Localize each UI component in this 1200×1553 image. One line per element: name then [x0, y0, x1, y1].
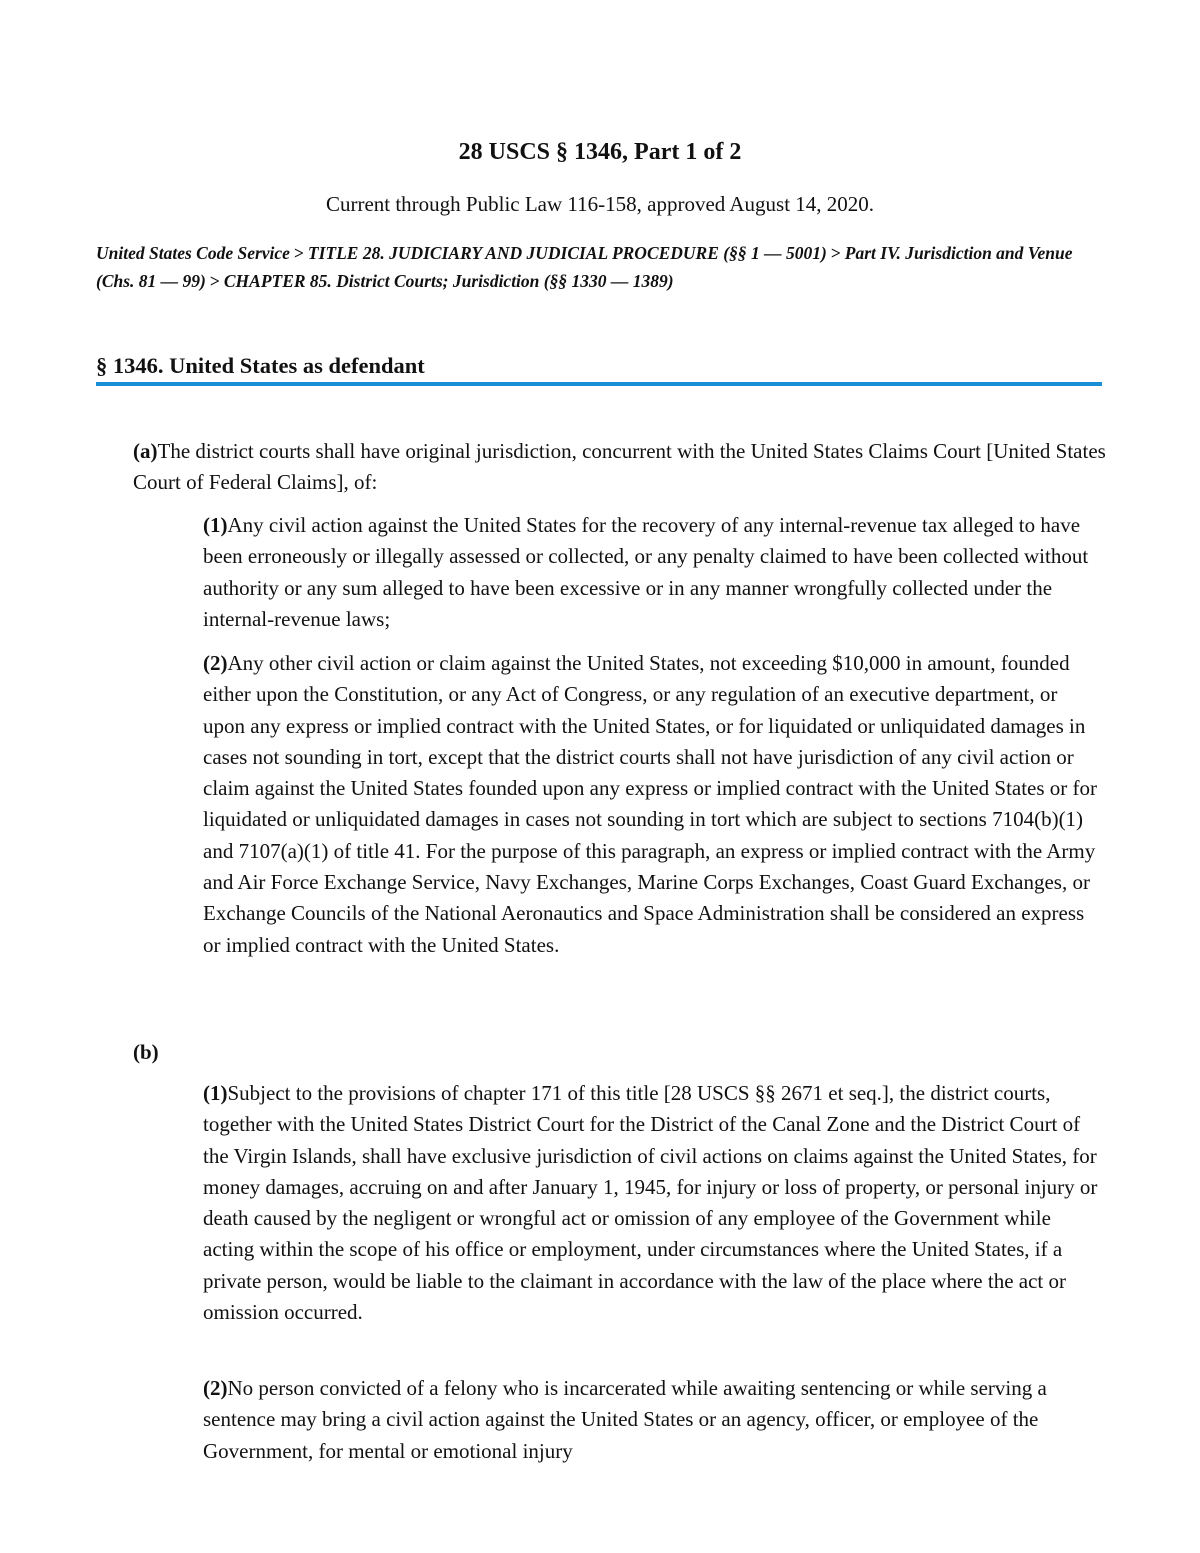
breadcrumb — [96, 239, 1106, 295]
breadcrumb-item-part[interactable]: Part IV. Jurisdiction and Venue (Chs. 81 — 99) — [96, 243, 1073, 291]
paragraph-text: No person convicted of a felony who is incarcerated while awaiting sentencing or while serving a sentence may bring a civil action against the United States or an agency, officer, or employee of the Government, for mental or emotional injury — [203, 1376, 1047, 1463]
breadcrumb-separator: > — [293, 243, 304, 263]
subsection-a — [133, 436, 1108, 499]
paragraph-marker: (1) — [203, 513, 228, 537]
subsection-b — [133, 1037, 1108, 1068]
breadcrumb-separator: > — [830, 243, 841, 263]
paragraph-marker: (2) — [203, 1376, 228, 1400]
paragraph-b-1 — [203, 1078, 1103, 1328]
section-heading: § 1346. United States as defendant — [96, 353, 425, 378]
subsection-text: The district courts shall have original jurisdiction, concurrent with the United States Claims Court [United States Court of Federal Claims], of: — [133, 439, 1106, 495]
breadcrumb-item-code-service[interactable]: United States Code Service — [96, 243, 290, 263]
paragraph-text: Any civil action against the United States for the recovery of any internal-revenue tax alleged to have been erroneously or illegally assessed or collected, or any penalty claimed to have been collected without authority or any sum alleged to have been excessive or in any manner wrongfully collected under the internal-revenue laws; — [203, 513, 1089, 631]
breadcrumb-item-chapter[interactable]: CHAPTER 85. District Courts; Jurisdiction (§§ 1330 — 1389) — [223, 271, 674, 291]
breadcrumb-item-title[interactable]: TITLE 28. JUDICIARY AND JUDICIAL PROCEDURE (§§ 1 — 5001) — [307, 243, 827, 263]
subsection-marker: (b) — [133, 1040, 159, 1064]
paragraph-a-1 — [203, 510, 1103, 635]
paragraph-text: Subject to the provisions of chapter 171 of this title [28 USCS §§ 2671 et seq.], the district courts, together with the United States District Court for the District of the Canal Zone and the District Court of the Virgin Islands, shall have exclusive jurisdiction of civil actions on claims against the United States, for money damages, accruing on and after January 1, 1945, for injury or loss of property, or personal injury or death caused by the negligent or wrongful act or omission of any employee of the Government while acting within the scope of his office or employment, under circumstances where the United States, if a private person, would be liable to the claimant in accordance with the law of the place where the act or omission occurred. — [203, 1081, 1098, 1325]
paragraph-a-2 — [203, 648, 1103, 961]
paragraph-marker: (1) — [203, 1081, 228, 1105]
currency-note: Current through Public Law 116-158, approved August 14, 2020. — [325, 192, 875, 216]
breadcrumb-separator: > — [209, 271, 220, 291]
paragraph-marker: (2) — [203, 651, 228, 675]
paragraph-text: Any other civil action or claim against the United States, not exceeding $10,000 in amount, founded either upon the Constitution, or any Act of Congress, or any regulation of an executive department, or upon any express or implied contract with the United States, or for liquidated or unliquidated damages in cases not sounding in tort, except that the district courts shall not have jurisdiction of any civil action or claim against the United States founded upon any express or implied contract with the United States or for liquidated or unliquidated damages in cases not sounding in tort which are subject to sections 7104(b)(1) and 7107(a)(1) of title 41. For the purpose of this paragraph, an express or implied contract with the Army and Air Force Exchange Service, Navy Exchanges, Marine Corps Exchanges, Coast Guard Exchanges, or Exchange Councils of the National Aeronautics and Space Administration shall be considered an express or implied contract with the United States. — [203, 651, 1098, 957]
subsection-marker: (a) — [133, 439, 158, 463]
section-divider — [96, 382, 1102, 386]
document-title: 28 USCS § 1346, Part 1 of 2 — [458, 139, 742, 165]
paragraph-b-2 — [203, 1373, 1103, 1467]
